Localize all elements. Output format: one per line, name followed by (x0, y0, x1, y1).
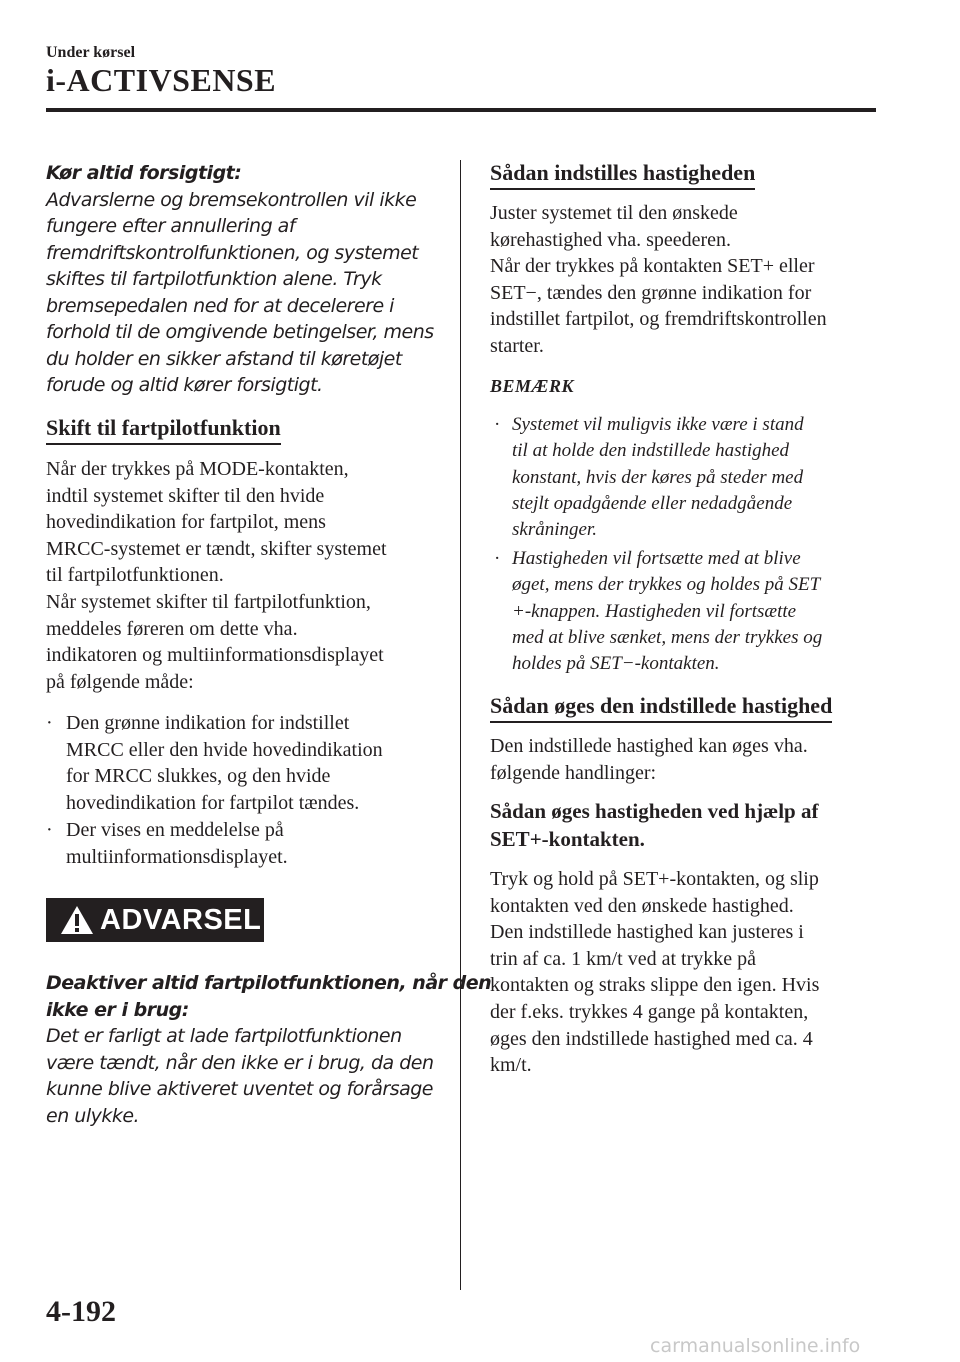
caution-line: Advarslerne og bremsekontrollen vil ikke (46, 188, 417, 211)
bullet-dot: · (494, 414, 501, 435)
paragraph-line: indtil systemet skifter til den hvide (46, 484, 325, 507)
bullet-dot: · (494, 548, 501, 569)
heading-increase-speed: Sådan øges den indstillede hastighed (490, 693, 832, 723)
paragraph-line: kontakten og straks slippe den igen. Hvis (490, 974, 820, 997)
list-line: Der vises en meddelelse på (66, 819, 284, 841)
paragraph-line: indstillet fartpilot, og fremdriftskontrollen (490, 308, 827, 331)
paragraph-line: meddeles føreren om dette vha. (46, 617, 298, 640)
note-label: BEMÆRK (490, 376, 575, 396)
watermark: carmanualsonline.info (650, 1335, 861, 1357)
heading-cruise-switch: Skift til fartpilotfunktion (46, 415, 281, 445)
page-title: i-ACTIVSENSE (46, 62, 277, 98)
note-line: stejlt opadgående eller nedadgående (512, 492, 793, 514)
paragraph-line: Når der trykkes på kontakten SET+ eller (490, 255, 815, 278)
page-number: 4-192 (46, 1295, 116, 1328)
note-line: +-knappen. Hastigheden vil fortsætte (512, 600, 797, 622)
caution-line: forhold til de omgivende betingelser, mens (46, 321, 434, 343)
warning-lead: Deaktiver altid fartpilotfunktionen, når den (46, 972, 492, 994)
bullet-dot: · (46, 712, 53, 734)
note-item-text (512, 546, 822, 677)
caution-line: du holder en sikker afstand til køretøjet (46, 347, 402, 370)
note-line: til at holde den indstillede hastighed (512, 440, 790, 462)
paragraph-line: Tryk og hold på SET+-kontakten, og slip (490, 868, 819, 890)
paragraph-line: indikatoren og multiinformationsdisplayet (46, 644, 384, 667)
paragraph-line: kontakten ved den ønskede hastighed. (490, 894, 794, 917)
paragraph-line: der f.eks. trykkes 4 gange på kontakten, (490, 1000, 809, 1023)
paragraph-line: kørehastighed vha. speederen. (490, 228, 732, 251)
list-line: for MRCC slukkes, og den hvide (66, 765, 331, 788)
warning-line: kunne blive aktiveret uventet og forårsage (46, 1078, 433, 1100)
cruise-switch-paragraph (46, 456, 387, 695)
section-label: Under kørsel (46, 44, 136, 61)
list-line: hovedindikation for fartpilot tændes. (66, 791, 360, 814)
warning-banner (46, 898, 264, 942)
paragraph-line: Når der trykkes på MODE-kontakten, (46, 458, 349, 480)
paragraph-line: Når systemet skifter til fartpilotfunktion, (46, 590, 371, 613)
subheading-line: SET+-kontakten. (490, 827, 645, 851)
paragraph-line: Juster systemet til den ønskede (490, 202, 738, 224)
warning-line: en ulykke. (46, 1104, 140, 1127)
note-line: konstant, hvis der køres på steder med (512, 466, 804, 488)
paragraph-line: Den indstillede hastighed kan øges vha. (490, 735, 808, 757)
list-line: Den grønne indikation for indstillet (66, 712, 350, 734)
caution-line: fungere efter annullering af (46, 215, 296, 237)
note-item-text (512, 412, 804, 543)
note-line: skråninger. (512, 519, 597, 541)
caution-line: fremdriftskontrolfunktionen, og systemet (46, 241, 419, 264)
increase-speed-paragraph (490, 733, 808, 786)
paragraph-line: trin af ca. 1 km/t ved at trykke på (490, 947, 757, 970)
warning-text (46, 970, 491, 1129)
subheading-line: Sådan øges hastigheden ved hjælp af (490, 799, 819, 823)
caution-lead: Kør altid forsigtigt: (46, 162, 242, 184)
caution-line: bremsepedalen ned for at decelerere i (46, 294, 394, 317)
paragraph-line: følgende handlinger: (490, 761, 657, 784)
warning-triangle-icon (60, 905, 94, 935)
warning-lead: ikke er i brug: (46, 998, 189, 1021)
warning-label: ADVARSEL (100, 903, 262, 936)
list-item-text (66, 710, 383, 816)
caution-text (46, 160, 434, 399)
paragraph-line: km/t. (490, 1054, 532, 1077)
paragraph-line: SET−, tændes den grønne indikation for (490, 281, 812, 304)
warning-line: være tændt, når den ikke er i brug, da den (46, 1051, 434, 1074)
caution-line: forude og altid kører forsigtigt. (46, 374, 323, 396)
note-line: Systemet vil muligvis ikke være i stand (512, 414, 804, 435)
paragraph-line: hovedindikation for fartpilot, mens (46, 511, 326, 534)
subheading-set-plus (490, 797, 818, 853)
note-line: med at blive sænket, mens der trykkes og (512, 626, 823, 648)
note-line: holdes på SET−-kontakten. (512, 653, 720, 675)
paragraph-line: Den indstillede hastighed kan justeres i (490, 921, 804, 944)
paragraph-line: øges den indstillede hastighed med ca. 4 (490, 1027, 813, 1050)
paragraph-line: starter. (490, 334, 544, 357)
paragraph-line: til fartpilotfunktionen. (46, 564, 224, 587)
warning-line: Det er farligt at lade fartpilotfunktionen (46, 1025, 402, 1047)
heading-set-speed: Sådan indstilles hastigheden (490, 160, 755, 190)
note-line: øget, mens der trykkes og holdes på SET (512, 574, 821, 596)
set-plus-paragraph (490, 866, 819, 1079)
caution-line: skiftes til fartpilotfunktion alene. Tryk (46, 268, 382, 290)
list-line: multiinformationsdisplayet. (66, 845, 288, 868)
note-line: Hastigheden vil fortsætte med at blive (512, 548, 801, 569)
paragraph-line: MRCC-systemet er tændt, skifter systemet (46, 537, 387, 560)
header-rule (46, 108, 876, 112)
list-item-text (66, 817, 288, 870)
list-line: MRCC eller den hvide hovedindikation (66, 738, 383, 761)
set-speed-paragraph (490, 200, 827, 360)
paragraph-line: på følgende måde: (46, 670, 194, 693)
bullet-dot: · (46, 819, 53, 841)
